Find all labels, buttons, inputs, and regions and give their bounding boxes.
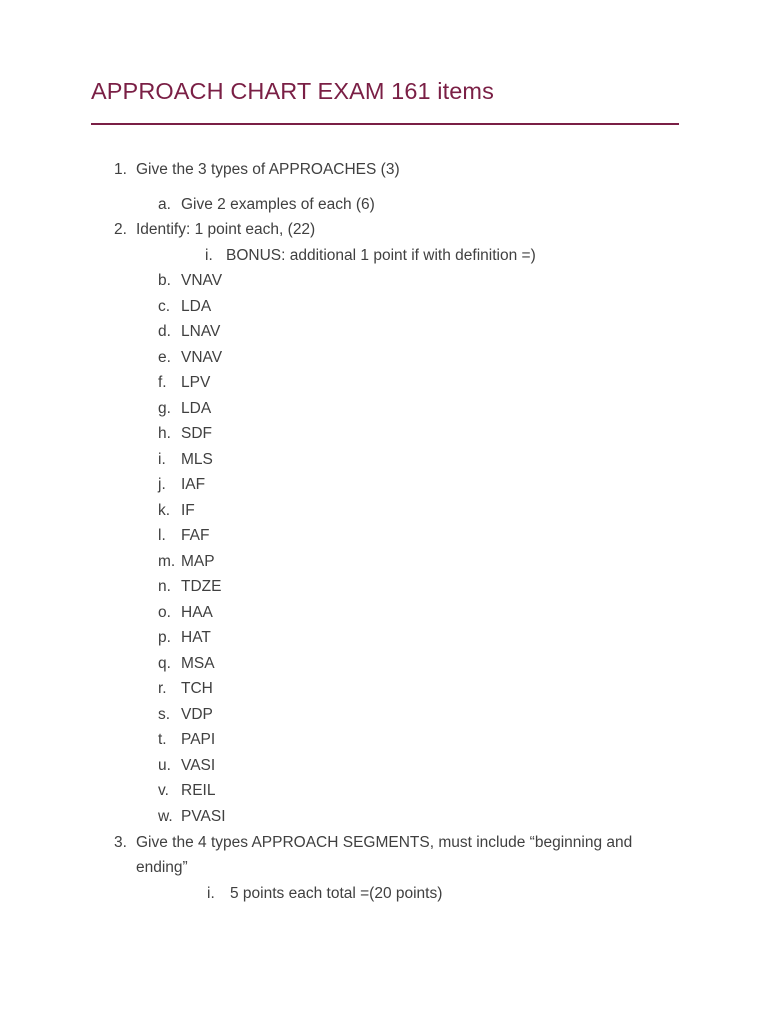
list-item-text: HAT (181, 629, 211, 646)
list-item-text: BONUS: additional 1 point if with definition =) (226, 247, 536, 264)
document-title: APPROACH CHART EXAM 161 items (91, 78, 494, 104)
list-item-text: VDP (181, 705, 213, 723)
list-marker: f. (158, 374, 167, 391)
question-number: 2. (114, 221, 127, 238)
list-item-text: PAPI (181, 731, 216, 748)
list-marker: l. (158, 527, 166, 544)
list-marker: d. (158, 323, 171, 340)
list-item-text: FAF (181, 527, 210, 544)
list-item-text: VNAV (181, 272, 223, 289)
list-item-text: VASI (181, 756, 216, 774)
list-item-text: MAP (181, 552, 215, 570)
list-item-text: Give 2 examples of each (6) (181, 196, 375, 213)
list-item-text: LDA (181, 297, 212, 315)
list-marker: e. (158, 348, 171, 366)
list-item-text: LDA (181, 399, 212, 417)
list-marker: o. (158, 603, 171, 621)
list-marker: p. (158, 629, 171, 646)
list-marker: u. (158, 756, 171, 774)
list-item-text: VNAV (181, 348, 223, 366)
list-marker: k. (158, 501, 171, 519)
question-text-continuation: ending” (136, 859, 188, 876)
title-divider (91, 123, 679, 125)
list-item-text: REIL (181, 782, 216, 799)
list-item-text: IAF (181, 476, 206, 493)
list-item-text: MSA (181, 654, 215, 672)
list-marker: q. (158, 654, 171, 672)
list-marker: n. (158, 578, 171, 595)
list-marker: i. (205, 247, 213, 264)
list-marker: m. (158, 552, 176, 570)
list-marker: r. (158, 680, 167, 697)
list-marker: b. (158, 272, 171, 289)
question-text: Give the 3 types of APPROACHES (3) (136, 161, 400, 178)
list-item-text: PVASI (181, 807, 226, 825)
list-marker: v. (158, 782, 169, 799)
list-marker: g. (158, 399, 171, 417)
list-marker: w. (158, 807, 173, 825)
list-marker: c. (158, 297, 171, 315)
question-text: Identify: 1 point each, (22) (136, 221, 316, 238)
question-number: 1. (114, 161, 127, 178)
list-marker: t. (158, 731, 167, 748)
list-marker: i. (158, 450, 166, 468)
list-item-text: IF (181, 501, 195, 519)
list-item-text: LNAV (181, 323, 221, 340)
list-marker: a. (158, 196, 171, 213)
list-marker: h. (158, 425, 171, 442)
list-item-text: SDF (181, 425, 212, 442)
question-number: 3. (114, 834, 127, 851)
list-marker: j. (158, 476, 166, 493)
list-item-text: MLS (181, 450, 213, 468)
list-item-text: TCH (181, 680, 213, 697)
list-item-text: TDZE (181, 578, 222, 595)
list-item-text: 5 points each total =(20 points) (230, 885, 443, 902)
list-item-text: LPV (181, 374, 211, 391)
list-marker: i. (207, 885, 215, 902)
list-marker: s. (158, 705, 171, 723)
question-text: Give the 4 types APPROACH SEGMENTS, must include “beginning and (136, 834, 633, 851)
list-item-text: HAA (181, 603, 213, 621)
